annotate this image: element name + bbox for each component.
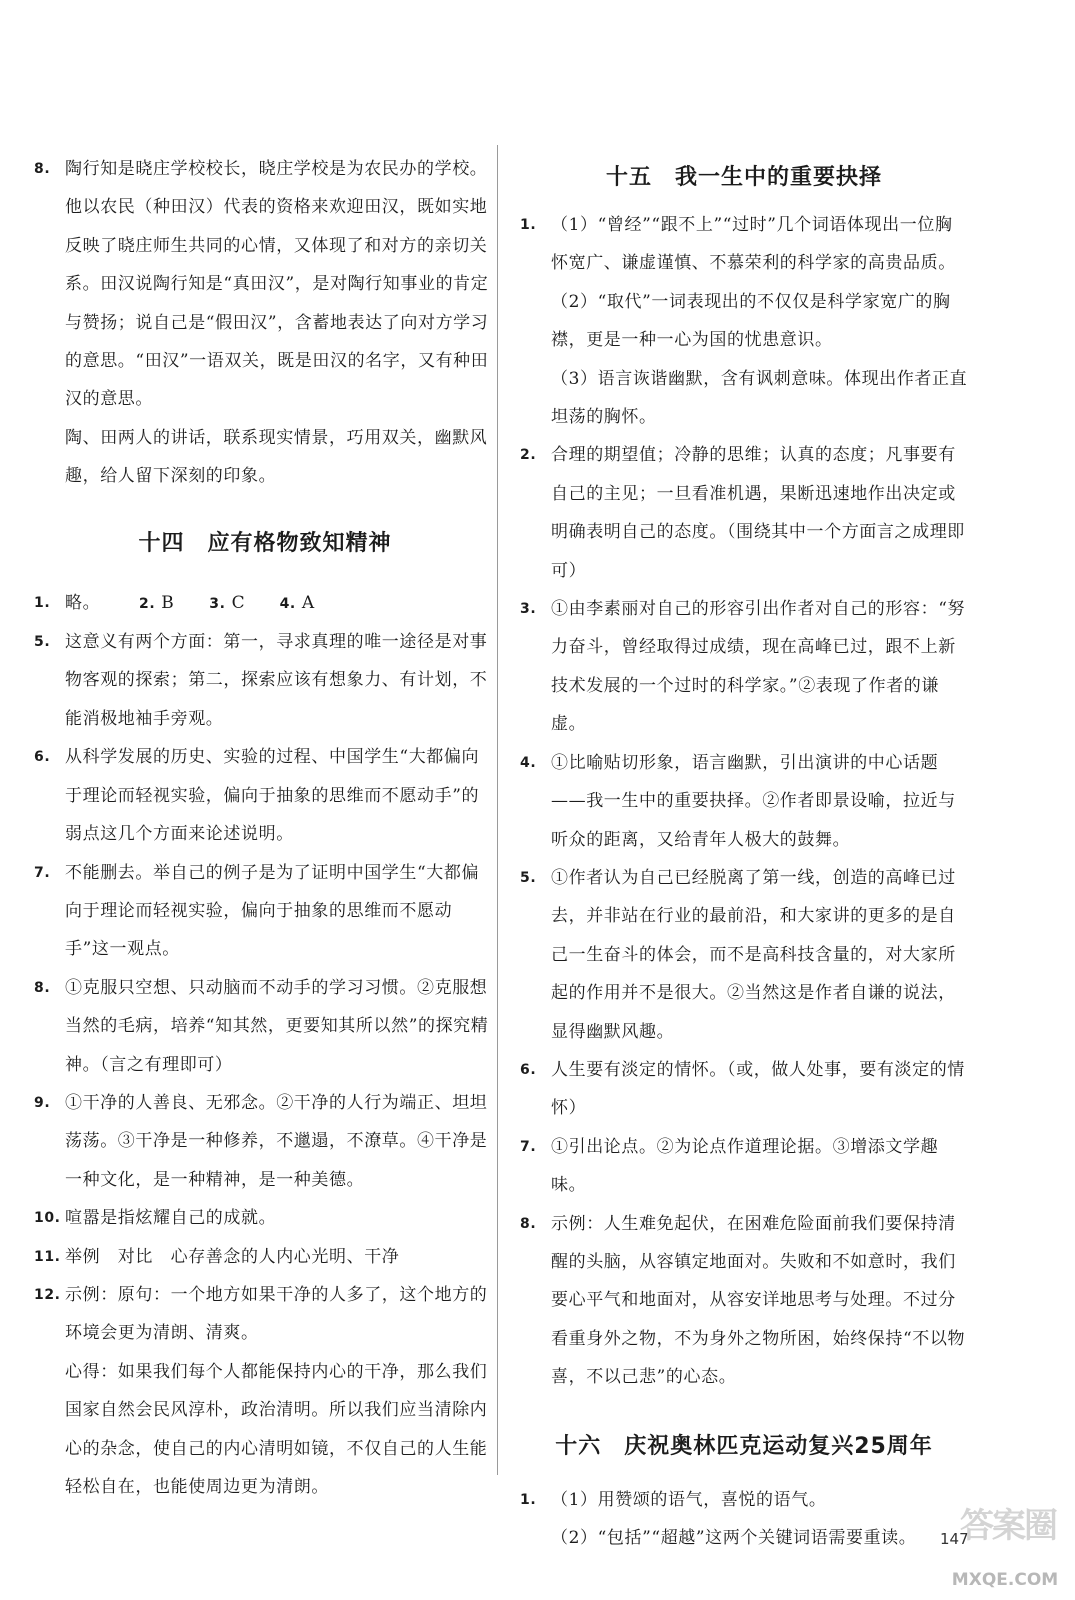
answer-text: B [161,592,175,613]
answer-text: 这意义有两个方面：第一，寻求真理的唯一途径是对事物客观的探索；第二，探索应该有想象力、有计划，不能消极地袖手旁观。 [65,632,488,729]
item-number: 5. [34,634,51,651]
answer-text: ①克服只空想、只动脑而不动手的学习习惯。②克服想当然的毛病，培养“知其然，更要知其所以然”的探究精神。（言之有理即可） [65,977,489,1075]
answer-item [34,623,496,738]
answer-item [520,436,968,590]
answer-text: ①干净的人善良、无邪念。②干净的人行为端正、坦坦荡荡。③干净是一种修养，不邋遢，不潦草。④干净是一种文化，是一种精神，是一种美德。 [65,1092,488,1190]
answer-item [34,1238,496,1276]
answer-item [520,206,968,436]
item-number: 4. [279,595,296,612]
answer-sub-paragraph: （2）“包括”“超越”这两个关键词语需要重读。 [551,1528,917,1548]
item-number: 1. [520,1491,537,1508]
answer-item [520,1051,968,1128]
answer-text: 从科学发展的历史、实验的过程、中国学生“大都偏向于理论而轻视实验，偏向于抽象的思维而不愿动手”的弱点这几个方面来论述说明。 [65,747,480,845]
answer-paragraph: 心得：如果我们每个人都能保持内心的干净，那么我们国家自然会民风淳朴，政治清明。所以我们应当清除内心的杂念，使自己的内心清明如镜，不仅自己的人生能轻松自在，也能使周边更为清朗。 [65,1361,488,1497]
answer-text: 示例：人生难免起伏，在困难危险面前我们要保持清醒的头脑，从容镇定地面对。失败和不如意时，我们要心平气和地面对，从容安详地思考与处理。不过分看重身外之物，不为身外之物所困，始终保持“不以物喜，不以己悲”的心态。 [551,1213,966,1388]
answer-item [520,1205,968,1397]
section-16-title: 十六 庆祝奥林匹克运动复兴25周年 [555,1433,933,1459]
item-number: 7. [34,864,51,881]
site-watermark [945,1488,1065,1593]
answer-text: ①作者认为自己已经脱离了第一线，创造的高峰已过去，并非站在行业的最前沿，和大家讲的更多的是自己一生奋斗的体会，而不是高科技含量的，对大家所起的作用并不是很大。②当然这是作者自谦的说法，显得幽默风趣。 [551,867,956,1042]
answer-item [34,150,496,496]
section-14-title: 十四 应有格物致知精神 [138,530,392,556]
answer-item [34,1199,496,1237]
answer-text: 举例 对比 心存善念的人内心光明、干净 [65,1246,400,1267]
answer-paragraph: 示例：原句：一个地方如果干净的人多了，这个地方的环境会更为清朗、清爽。 [65,1284,488,1344]
answer-item [520,859,968,1051]
answer-item [34,854,496,969]
item-number: 8. [520,1215,537,1232]
answer-text: 不能删去。举自己的例子是为了证明中国学生“大都偏向于理论而轻视实验，偏向于抽象的思维而不愿动手”这一观点。 [65,862,480,960]
answer-item [34,1084,496,1199]
page-number: 147 [940,1530,969,1548]
item-number: 8. [34,161,51,177]
answer-item [520,590,968,744]
right-column [520,150,968,1557]
answer-sub-paragraph: （3）语言诙谐幽默，含有讽刺意味。体现出作者正直坦荡的胸怀。 [551,368,968,428]
item-number: 2. [139,595,156,612]
answer-item [520,1128,968,1205]
answer-text: ①引出论点。②为论点作道理论据。③增添文学趣味。 [551,1136,939,1196]
answer-text: 喧嚣是指炫耀自己的成就。 [65,1208,277,1229]
answer-text: 略。 [65,592,101,613]
answer-text: ①由李素丽对自己的形容引出作者对自己的形容：“努力奋斗，曾经取得过成绩，现在高峰已过，跟不上新技术发展的一个过时的科学家。”②表现了作者的谦虚。 [551,599,966,735]
answer-item [34,1276,496,1506]
answer-text: C [231,592,246,613]
answer-item [34,969,496,1084]
item-number: 1. [520,217,537,233]
answer-sub-paragraph: （2）“取代”一词表现出的不仅仅是科学家宽广的胸襟，更是一种一心为国的忧患意识。 [551,291,951,351]
item-number: 7. [520,1138,537,1155]
answer-text: A [301,592,315,613]
column-divider [497,145,498,1475]
answer-sub-paragraph: （1）用赞颂的语气，喜悦的语气。 [551,1489,827,1510]
item-number: 2. [520,447,537,464]
answer-row-1-4 [34,584,496,623]
answer-text: 人生要有淡定的情怀。（或，做人处事，要有淡定的情怀） [551,1059,965,1119]
item-number: 3. [209,595,226,612]
watermark-logo: 答案圈 [960,1506,1056,1546]
item-number: 12. [34,1286,61,1303]
answer-item [520,744,968,859]
item-number: 3. [520,601,537,618]
item-number: 8. [34,979,51,996]
item-number: 4. [520,754,537,771]
item-number: 10. [34,1210,61,1227]
section-15-title: 十五 我一生中的重要抉择 [605,165,882,190]
item-number: 9. [34,1094,51,1111]
answer-item [34,738,496,853]
item-number: 6. [520,1061,537,1078]
left-column [34,150,496,1506]
item-number: 6. [34,749,51,766]
item-number: 1. [34,594,51,611]
answer-text: ①比喻贴切形象，语言幽默，引出演讲的中心话题——我一生中的重要抉择。②作者即景设喻，拉近与听众的距离，又给青年人极大的鼓舞。 [551,752,956,850]
answer-paragraph: 陶、田两人的讲话，联系现实情景，巧用双关，幽默风趣，给人留下深刻的印象。 [65,427,488,487]
answer-paragraph: 陶行知是晓庄学校校长，晓庄学校是为农民办的学校。他以农民（种田汉）代表的资格来欢迎田汉，既如实地反映了晓庄师生共同的心情，又体现了和对方的亲切关系。田汉说陶行知是“真田汉”，是对陶行知事业的肯定与赞扬；说自己是“假田汉”，含蓄地表达了向对方学习的意思。“田汉”一语双关，既是田汉的名字，又有种田汉的意思。 [65,159,489,410]
answer-item [520,1481,968,1558]
watermark-site-text: MXQE.COM [951,1570,1059,1590]
answer-text: 合理的期望值；冷静的思维；认真的态度；凡事要有自己的主见；一旦看准机遇，果断迅速地作出决定或明确表明自己的态度。（围绕其中一个方面言之成理即可） [551,445,965,581]
answer-sub-paragraph: （1）“曾经”“跟不上”“过时”几个词语体现出一位胸怀宽广、谦虚谨慎、不慕荣利的科学家的高贵品质。 [551,215,956,274]
item-number: 5. [520,869,537,886]
item-number: 11. [34,1248,61,1265]
